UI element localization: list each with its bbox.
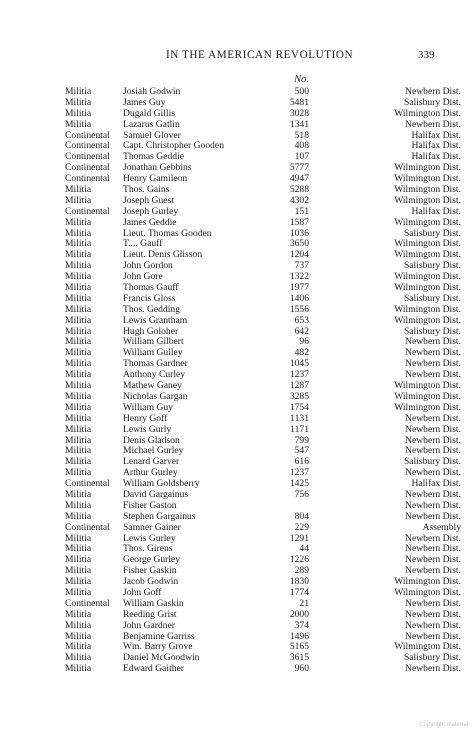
soldier-name [123,337,286,348]
district: Wilmington Dist. [394,641,461,653]
district: Newbern Dist. [405,510,461,522]
record-number: 107 [294,151,309,163]
soldier-name [123,555,286,566]
soldier-name [123,109,286,120]
record-number: 1754 [289,401,309,413]
record-number: 2000 [289,608,309,620]
record-number: 547 [294,445,309,457]
soldier-name-text: Thomas Geddie [123,152,185,163]
service-type: Militia [65,238,92,250]
soldier-name [123,512,286,523]
service-type: Militia [65,86,92,97]
district: Newbern Dist. [405,118,461,130]
record-number: 5165 [289,641,309,653]
record-number: 1406 [289,292,309,304]
soldier-name [123,632,286,643]
district: Wilmington Dist. [394,314,461,326]
soldier-name-text: Edward Gaither [123,664,185,675]
roster-row [0,414,474,425]
record-number: 1341 [289,118,309,130]
record-number: 756 [294,488,309,500]
soldier-name [123,599,286,610]
service-type: Militia [65,554,92,566]
soldier-name-text: Dugald Gillis [123,108,175,119]
soldier-name [123,283,286,294]
service-type: Militia [65,630,92,642]
record-number: 1036 [289,227,309,239]
soldier-name [123,501,286,512]
running-title: IN THE AMERICAN REVOLUTION [166,49,354,61]
soldier-name [123,87,286,98]
soldier-name-text: Denis Gladson [123,435,180,446]
watermark: Copyright material [419,722,468,728]
district: Salisbury Dist. [403,456,461,468]
district: Newbern Dist. [405,358,461,370]
soldier-name-text: Thomas Gardner [123,359,188,370]
soldier-name-text: Thos. Girens [123,544,173,555]
soldier-name [123,446,286,457]
service-type: Militia [65,358,92,370]
service-type: Militia [65,336,92,348]
soldier-name-text: George Gurley [123,555,181,566]
service-type: Militia [65,619,92,631]
soldier-name-text: John Gore [123,272,163,283]
soldier-name-text: Daniel McGoodwin [123,653,200,664]
soldier-name-text: Thos. Gedding [123,304,181,315]
soldier-name [123,207,286,218]
soldier-name-text: Fisher Gaston [123,500,177,511]
soldier-name-text: Lenard Garver [123,457,180,468]
service-type: Militia [65,543,92,555]
service-type: Continental [65,597,110,609]
service-type: Continental [65,478,110,490]
record-number: 1226 [289,554,309,566]
district: Newbern Dist. [405,467,461,479]
soldier-name-text: Arthur Gurley [123,468,178,479]
record-number: 1587 [289,216,309,228]
soldier-name [123,566,286,577]
district: Newbern Dist. [405,86,461,97]
district: Salisbury Dist. [403,325,461,337]
district: Newbern Dist. [405,565,461,577]
soldier-name-text: William Gulley [123,348,183,359]
district: Wilmington Dist. [394,282,461,294]
district: Halifax Dist. [411,129,461,141]
record-number: 1556 [289,303,309,315]
soldier-name-text: Hugh Goloher [123,326,179,337]
soldier-name [123,229,286,240]
service-type: Continental [65,173,110,185]
soldier-name-text: Samner Gainer [123,522,181,533]
soldier-name-text: Thomas Gauff [123,283,179,294]
district: Newbern Dist. [405,412,461,424]
district: Wilmington Dist. [394,184,461,196]
record-number: 1977 [289,282,309,294]
record-number: 737 [294,260,309,272]
roster-row [0,512,474,523]
soldier-name [123,370,286,381]
soldier-name-text: Lieut. Thomas Gooden [123,228,212,239]
district: Newbern Dist. [405,369,461,381]
soldier-name-text: T.... Gauff [123,239,163,250]
record-number: 642 [294,325,309,337]
roster-list [0,87,474,675]
record-number: 3650 [289,238,309,250]
district: Halifax Dist. [411,151,461,163]
record-number: 1204 [289,249,309,261]
soldier-name-text: Capt. Christopher Gooden [123,141,224,152]
soldier-name [123,588,286,599]
record-number: 1322 [289,271,309,283]
record-number: 1287 [289,380,309,392]
soldier-name [123,621,286,632]
soldier-name [123,141,286,152]
district: Wilmington Dist. [394,380,461,392]
district: Halifax Dist. [411,140,461,152]
record-number: 1045 [289,358,309,370]
district: Newbern Dist. [405,423,461,435]
soldier-name [123,610,286,621]
record-number: 1496 [289,630,309,642]
record-number: 616 [294,456,309,468]
district: Newbern Dist. [405,543,461,555]
record-number: 1425 [289,478,309,490]
soldier-name [123,327,286,338]
soldier-name [123,534,286,545]
district: Wilmington Dist. [394,576,461,588]
roster-row [0,610,474,621]
soldier-name [123,98,286,109]
soldier-name [123,414,286,425]
soldier-name-text: Fisher Gaskin [123,566,177,577]
soldier-name [123,479,286,490]
district: Newbern Dist. [405,554,461,566]
district: Salisbury Dist. [403,96,461,108]
soldier-name [123,523,286,534]
soldier-name-text: David Gargainus [123,489,189,500]
service-type: Militia [65,401,92,413]
soldier-name [123,250,286,261]
soldier-name-text: Wm. Barry Grove [123,642,193,653]
roster-row [0,425,474,436]
district: Newbern Dist. [405,619,461,631]
soldier-name-text: Thos. Gains [123,185,170,196]
soldier-name [123,163,286,174]
soldier-name-text: Henry Goff [123,413,168,424]
roster-row [0,664,474,675]
service-type: Militia [65,216,92,228]
soldier-name-text: Mathew Ganey [123,381,182,392]
district: Assembly [422,521,461,533]
soldier-name [123,120,286,131]
soldier-name [123,436,286,447]
record-number: 1237 [289,369,309,381]
service-type: Militia [65,576,92,588]
district: Newbern Dist. [405,445,461,457]
roster-row [0,523,474,534]
soldier-name-text: Josiah Godwin [123,87,181,97]
soldier-name-text: William Guy [123,402,173,413]
record-number: 229 [294,521,309,533]
service-type: Militia [65,532,92,544]
record-number: 4302 [289,194,309,206]
record-number: 1171 [290,423,309,435]
service-type: Militia [65,608,92,620]
roster-row [0,218,474,229]
service-type: Militia [65,510,92,522]
service-type: Militia [65,292,92,304]
district: Salisbury Dist. [403,292,461,304]
soldier-name [123,577,286,588]
roster-row [0,120,474,131]
service-type: Continental [65,151,110,163]
record-number: 799 [294,434,309,446]
soldier-name [123,348,286,359]
district: Wilmington Dist. [394,390,461,402]
soldier-name [123,261,286,272]
service-type: Militia [65,184,92,196]
district: Salisbury Dist. [403,227,461,239]
district: Wilmington Dist. [394,271,461,283]
service-type: Militia [65,314,92,326]
service-type: Militia [65,282,92,294]
soldier-name-text: Lewis Gurley [123,533,176,544]
district: Wilmington Dist. [394,238,461,250]
district: Wilmington Dist. [394,249,461,261]
soldier-name [123,664,286,675]
service-type: Militia [65,488,92,500]
service-type: Militia [65,118,92,130]
soldier-name [123,174,286,185]
soldier-name-text: William Goldsberry [123,479,200,490]
service-type: Militia [65,347,92,359]
district: Newbern Dist. [405,347,461,359]
service-type: Militia [65,194,92,206]
soldier-name-text: James Geddie [123,217,177,228]
soldier-name [123,305,286,316]
district: Wilmington Dist. [394,194,461,206]
record-number: 1131 [290,412,309,424]
record-number: 3285 [289,390,309,402]
record-number: 1237 [289,467,309,479]
soldier-name [123,152,286,163]
district: Wilmington Dist. [394,401,461,413]
service-type: Militia [65,412,92,424]
soldier-name [123,359,286,370]
soldier-name-text: James Guy [123,97,166,108]
soldier-name [123,185,286,196]
soldier-name-text: William Gaskin [123,598,184,609]
district: Halifax Dist. [411,205,461,217]
service-type: Militia [65,499,92,511]
district: Wilmington Dist. [394,303,461,315]
record-number: 1291 [289,532,309,544]
service-type: Militia [65,445,92,457]
soldier-name-text: Lazarus Gatlin [123,119,180,130]
soldier-name [123,544,286,555]
district: Newbern Dist. [405,608,461,620]
soldier-name [123,239,286,250]
soldier-name [123,131,286,142]
district: Newbern Dist. [405,630,461,642]
district: Newbern Dist. [405,597,461,609]
service-type: Militia [65,303,92,315]
district: Newbern Dist. [405,434,461,446]
record-number: 289 [294,565,309,577]
soldier-name-text: William Gilbert [123,337,184,348]
soldier-name [123,218,286,229]
record-number: 3028 [289,107,309,119]
soldier-name-text: Jacob Godwin [123,577,179,588]
district: Salisbury Dist. [403,652,461,664]
soldier-name [123,457,286,468]
soldier-name [123,653,286,664]
district: Salisbury Dist. [403,260,461,272]
soldier-name-text: Lewis Gurly [123,424,172,435]
soldier-name [123,294,286,305]
service-type: Militia [65,456,92,468]
soldier-name-text: Joseph Gurley [123,206,179,217]
service-type: Militia [65,390,92,402]
service-type: Militia [65,227,92,239]
district: Halifax Dist. [411,478,461,490]
service-type: Continental [65,140,110,152]
district: Wilmington Dist. [394,107,461,119]
record-number: 44 [299,543,309,555]
record-number: 1830 [289,576,309,588]
service-type: Militia [65,434,92,446]
district: Wilmington Dist. [394,173,461,185]
service-type: Continental [65,205,110,217]
soldier-name-text: Henry Gamileon [123,174,188,185]
record-number: 5777 [289,162,309,174]
soldier-name-text: John Gardner [123,620,175,631]
service-type: Militia [65,260,92,272]
record-number: 5481 [289,96,309,108]
service-type: Militia [65,467,92,479]
record-number: 500 [294,86,309,97]
soldier-name-text: Francis Gloss [123,293,176,304]
soldier-name-text: Samuel Glover [123,130,181,141]
soldier-name-text: Benjamine Garriss [123,631,195,642]
service-type: Militia [65,652,92,664]
soldier-name-text: Stephen Gargainus [123,511,196,522]
soldier-name [123,272,286,283]
soldier-name-text: John Gordon [123,261,173,272]
district: Newbern Dist. [405,663,461,675]
record-number: 1774 [289,586,309,598]
service-type: Militia [65,641,92,653]
district: Wilmington Dist. [394,216,461,228]
district: Wilmington Dist. [394,586,461,598]
service-type: Militia [65,325,92,337]
soldier-name [123,468,286,479]
service-type: Militia [65,423,92,435]
service-type: Militia [65,107,92,119]
service-type: Militia [65,586,92,598]
record-number: 408 [294,140,309,152]
soldier-name-text: Michael Gurley [123,446,184,457]
running-head [0,49,474,63]
soldier-name [123,316,286,327]
record-number: 96 [299,336,309,348]
service-type: Militia [65,249,92,261]
service-type: Continental [65,129,110,141]
record-number: 21 [299,597,309,609]
service-type: Militia [65,271,92,283]
soldier-name [123,642,286,653]
record-number: 482 [294,347,309,359]
record-number: 653 [294,314,309,326]
soldier-name [123,425,286,436]
district: Newbern Dist. [405,532,461,544]
record-number: 4947 [289,173,309,185]
soldier-name-text: Lewis Grantham [123,315,188,326]
soldier-name [123,381,286,392]
record-number: 151 [294,205,309,217]
soldier-name-text: Nicholas Gargan [123,391,188,402]
service-type: Continental [65,162,110,174]
district: Newbern Dist. [405,499,461,511]
soldier-name-text: Anthony Curley [123,370,186,381]
soldier-name [123,490,286,501]
soldier-name-text: Joseph Guest [123,195,174,206]
page-number: 339 [418,49,435,61]
soldier-name [123,403,286,414]
district: Wilmington Dist. [394,162,461,174]
service-type: Militia [65,369,92,381]
service-type: Militia [65,96,92,108]
record-number: 518 [294,129,309,141]
district: Newbern Dist. [405,488,461,500]
soldier-name-text: Reeding Grist [123,609,177,620]
roster-row [0,316,474,327]
soldier-name [123,196,286,207]
soldier-name-text: Jonathan Gebbins [123,163,192,174]
record-number: 374 [294,619,309,631]
soldier-name-text: Lieut. Denis Glisson [123,250,203,261]
record-number: 3615 [289,652,309,664]
district: Newbern Dist. [405,336,461,348]
record-number: 804 [294,510,309,522]
service-type: Militia [65,380,92,392]
roster-row [0,621,474,632]
service-type: Militia [65,565,92,577]
service-type: Continental [65,521,110,533]
record-number: 960 [294,663,309,675]
number-column-header: No. [294,74,309,85]
soldier-name [123,392,286,403]
record-number: 5288 [289,184,309,196]
service-type: Militia [65,663,92,675]
soldier-name-text: John Goff [123,587,162,598]
